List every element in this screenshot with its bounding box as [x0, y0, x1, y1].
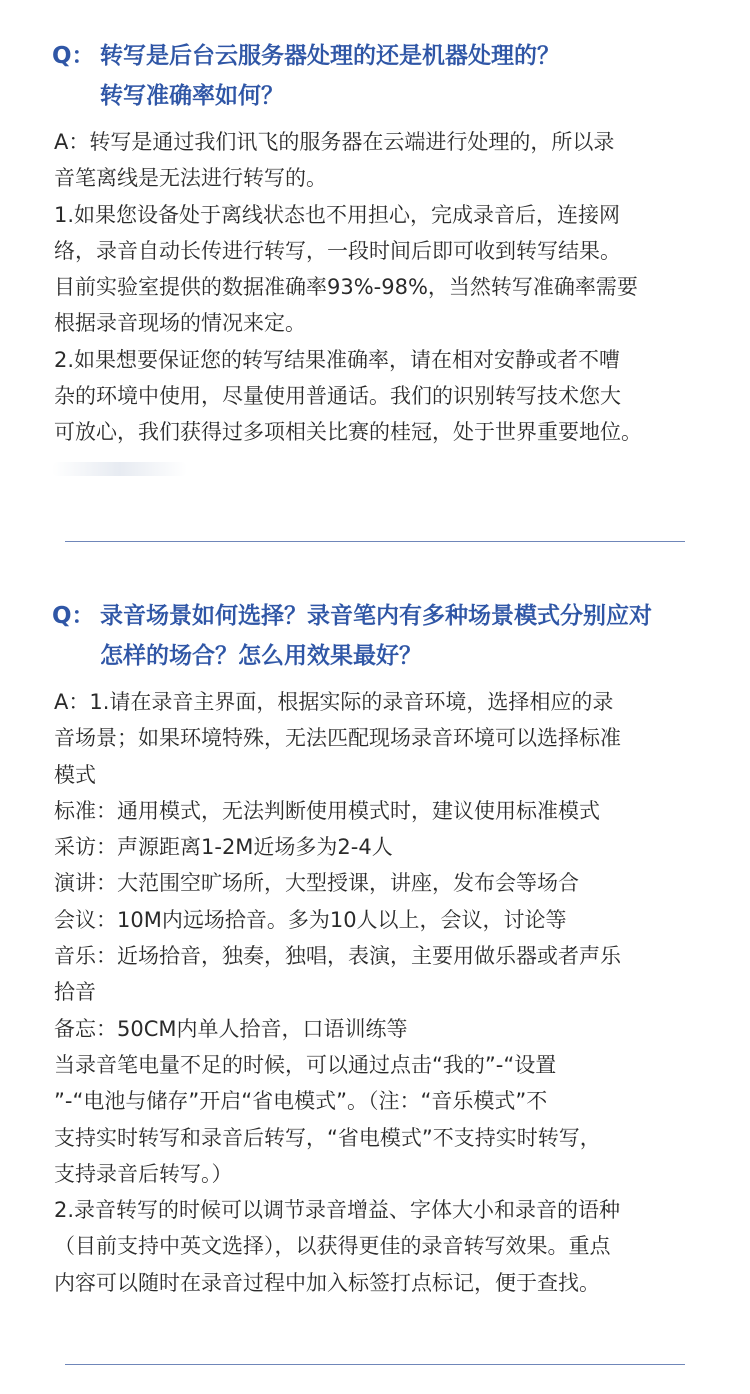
question-1-prefix: Q： [52, 43, 95, 69]
answer-1-line: 可放心，我们获得过多项相关比赛的桂冠，处于世界重要地位。 [54, 420, 642, 445]
answer-1-line: A：转写是通过我们讯飞的服务器在云端进行处理的，所以录 [54, 130, 615, 154]
answer-2-line: 标准：通用模式，无法判断使用模式时，建议使用标准模式 [54, 798, 600, 823]
answer-2-line: 演讲：大范围空旷场所，大型授课，讲座，发布会等场合 [54, 871, 579, 896]
answer-1-line: 音笔离线是无法进行转写的。 [54, 166, 327, 191]
answer-2-line: 音场景；如果环境特殊，无法匹配现场录音环境可以选择标准 [54, 726, 621, 751]
answer-2-line: （目前支持中英文选择），以获得更佳的录音转写效果。重点 [54, 1234, 611, 1259]
answer-2-line: 采访：声源距离1-2M近场多为2-4人 [54, 835, 393, 860]
answer-2 [54, 684, 734, 1301]
question-1-line: 转写准确率如何？ [100, 83, 284, 109]
answer-1-line: 1.如果您设备处于离线状态也不用担心，完成录音后，连接网 [54, 202, 621, 227]
question-1-text [100, 36, 730, 116]
answer-2-line: 模式 [54, 762, 96, 787]
answer-2-line: 音乐：近场拾音，独奏，独唱，表演，主要用做乐器或者声乐 [54, 944, 621, 969]
answer-1-line: 根据录音现场的情况来定。 [54, 311, 306, 336]
answer-1-line: 目前实验室提供的数据准确率93%-98%，当然转写准确率需要 [54, 275, 638, 300]
answer-1-line: 杂的环境中使用，尽量使用普通话。我们的识别转写技术您大 [54, 384, 621, 409]
answer-2-line: A：1.请在录音主界面，根据实际的录音环境，选择相应的录 [54, 690, 614, 714]
answer-1 [54, 124, 734, 451]
answer-2-line: 拾音 [54, 980, 96, 1005]
question-2-text [100, 596, 730, 676]
section-divider [65, 1364, 685, 1365]
answer-1-line: 2.如果想要保证您的转写结果准确率，请在相对安静或者不嘈 [54, 347, 621, 372]
answer-2-line: 支持实时转写和录音后转写，“省电模式”不支持实时转写， [54, 1125, 601, 1150]
answer-2-line: ”-“电池与储存”开启“省电模式”。（注：“音乐模式”不 [54, 1089, 548, 1114]
section-divider [65, 541, 685, 542]
question-2-line: 录音场景如何选择？录音笔内有多种场景模式分别应对 [100, 603, 652, 629]
question-2 [52, 596, 730, 676]
answer-1-line: 络，录音自动长传进行转写，一段时间后即可收到转写结果。 [54, 238, 621, 263]
question-2-prefix: Q： [52, 603, 95, 629]
answer-2-line: 当录音笔电量不足的时候，可以通过点击“我的”-“设置 [54, 1052, 557, 1077]
answer-2-line: 会议：10M内远场拾音。多为10人以上，会议，讨论等 [54, 907, 567, 932]
faded-mark [52, 462, 187, 476]
answer-2-line: 备忘：50CM内单人拾音，口语训练等 [54, 1016, 408, 1041]
answer-2-line: 2.录音转写的时候可以调节录音增益、字体大小和录音的语种 [54, 1198, 621, 1223]
question-2-line: 怎样的场合？怎么用效果最好？ [100, 643, 422, 669]
answer-2-line: 支持录音后转写。） [54, 1161, 233, 1186]
answer-2-line: 内容可以随时在录音过程中加入标签打点标记，便于查找。 [54, 1270, 600, 1295]
question-1 [52, 36, 730, 116]
question-1-line: 转写是后台云服务器处理的还是机器处理的？ [100, 43, 560, 69]
